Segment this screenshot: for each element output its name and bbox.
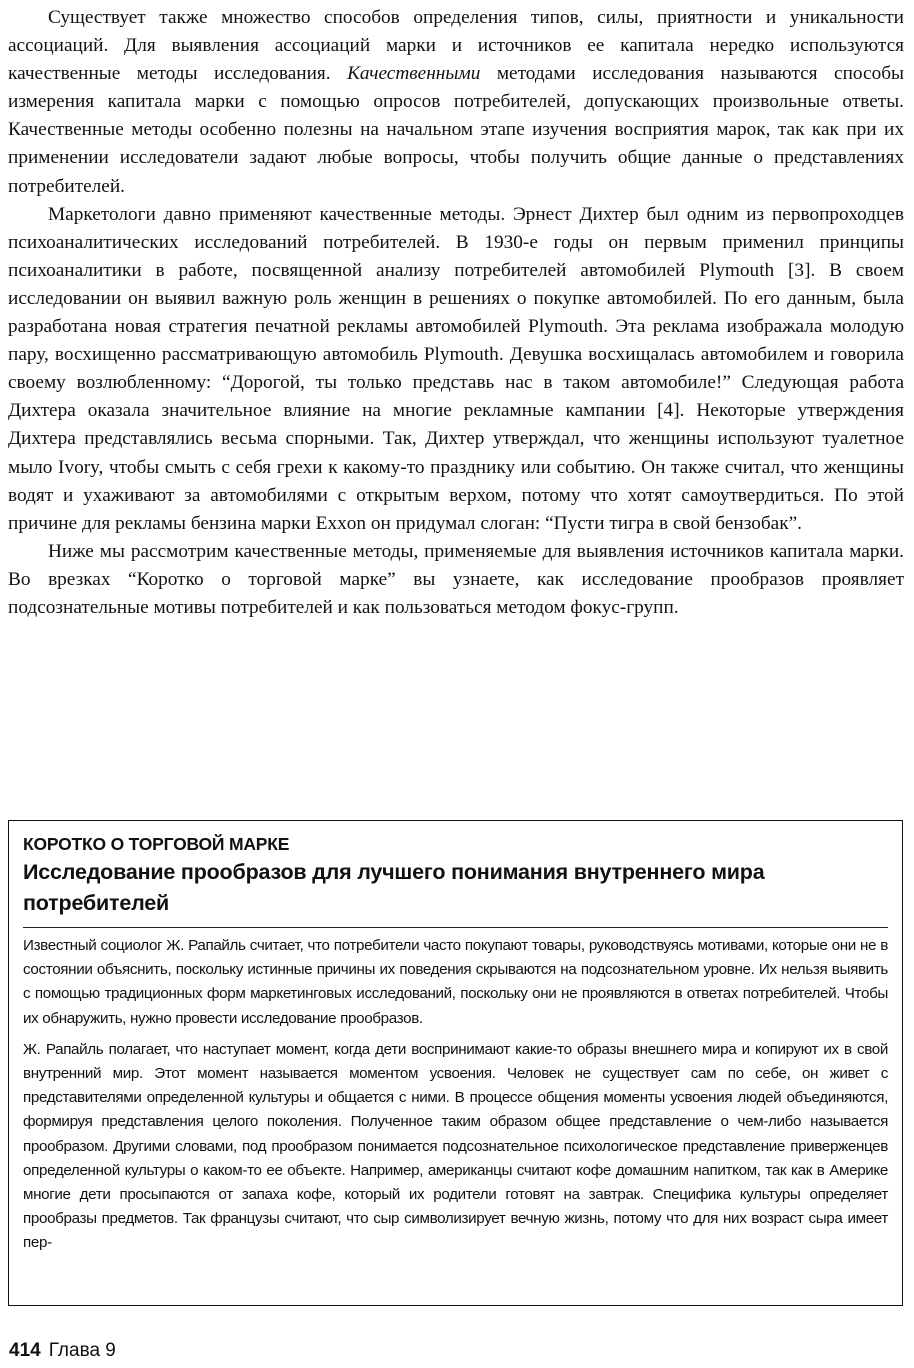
sidebar-paragraph-2: Ж. Рапайль полагает, что наступает момент, когда дети воспринимают какие-то образы внешнего мира и копируют их в свой внутренний мир. Этот момент называется моментом усвоения. Человек не существует сам по себе, он живет с представителями определенной культуры и общается с ними. В процессе общения моменты усвоения людей объединяются, формируя представления целого поколения. Полученное таким образом общее представление о чем-либо называется прообразом. Другими словами, под прообразом понимается подсознательное психологическое представление приверженцев определенной культуры о каком-то ее объекте. Например, американцы считают кофе домашним напитком, так как в Америке многие дети просыпаются от запаха кофе, который их родители готовят на завтрак. Специфика культуры определяет прообразы предметов. Так французы считают, что сыр символизирует вечную жизнь, потому что для них возраст сыра имеет пер- (23, 1040, 888, 1252)
paragraph-1-italic-term: Качественными (347, 63, 481, 85)
sidebar-kicker: КОРОТКО О ТОРГОВОЙ МАРКЕ (23, 834, 290, 854)
paragraph-1 (8, 4, 904, 201)
main-text (8, 4, 904, 622)
paragraph-1-start: Существует также множество способов определения типов, силы, приятности и уникальности ассоциаций. Для выявления ассоциаций марки и источников ее капитала нередко используются качественные методы исследования. (8, 7, 904, 85)
sidebar-paragraph-1: Известный социолог Ж. Рапайль считает, что потребители часто покупают товары, руководствуясь мотивами, которые они не в состоянии объяснить, поскольку истинные причины их поведения скрываются на подсознательном уровне. Их нельзя выявить с помощью традиционных форм маркетинговых исследований, поскольку они не проявляются в ответах потребителей. Чтобы их обнаружить, нужно провести исследование прообразов. (23, 937, 888, 1027)
sidebar-divider (23, 927, 888, 928)
paragraph-2: Маркетологи давно применяют качественные методы. Эрнест Дихтер был одним из первопроходцев психоаналитических исследований потребителей. В 1930-е годы он первым применил принципы психоаналитики в работе, посвященной анализу потребителей автомобилей Plymouth [3]. В своем исследовании он выявил важную роль женщин в решениях о покупке автомобилей. По его данным, была разработана новая стратегия печатной рекламы автомобилей Plymouth. Эта реклама изображала молодую пару, восхищенно рассматривающую автомобиль Plymouth. Девушка восхищалась автомобилем и говорила своему возлюбленному: “Дорогой, ты только представь нас в таком автомобиле!” Следующая работа Дихтера оказала значительное влияние на многие рекламные кампании [4]. Некоторые утверждения Дихтера представлялись весьма спорными. Так, Дихтер утверждал, что женщины используют туалетное мыло Ivory, чтобы смыть с себя грехи к какому-то празднику или событию. Он также считал, что женщины водят и ухаживают за автомобилями с открытым верхом, потому что хотят самоутвердиться. По этой причине для рекламы бензина марки Exxon он придумал слоган: “Пусти тигра в свой бензобак”. (8, 203, 904, 534)
paragraph-1-end: методами исследования называются способы измерения капитала марки с помощью опросов потребителей, допускающих произвольные ответы. Качественные методы особенно полезны на начальном этапе изучения восприятия марок, так как при их применении исследователи задают любые вопросы, чтобы получить общие данные о представлениях потребителей. (8, 63, 904, 197)
sidebar-box (8, 820, 903, 1306)
page-footer (9, 1340, 116, 1362)
sidebar-title: Исследование прообразов для лучшего понимания внутреннего мира потребителей (23, 860, 765, 915)
paragraph-3: Ниже мы рассмотрим качественные методы, применяемые для выявления источников капитала марки. Во врезках “Коротко о торговой марке” вы узнаете, как исследование прообразов проявляет подсознательные мотивы потребителей и как пользоваться методом фокус-групп. (8, 540, 904, 618)
chapter-label: Глава 9 (48, 1340, 116, 1361)
sidebar-text (23, 934, 888, 1256)
page-number: 414 (9, 1340, 41, 1361)
